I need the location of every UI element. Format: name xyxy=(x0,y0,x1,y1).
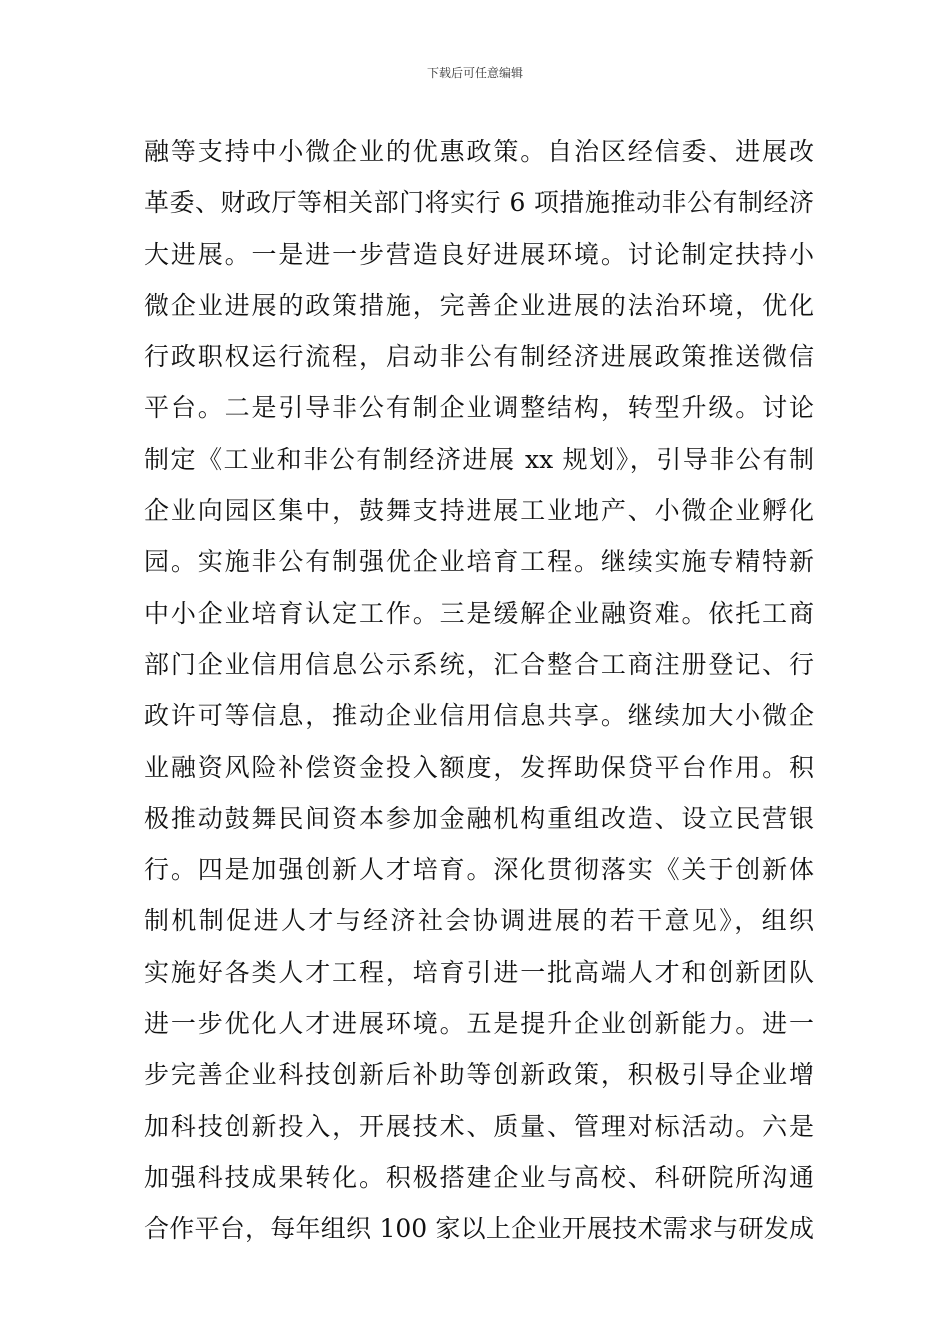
text-line: 行政职权运行流程，启动非公有制经济进展政策推送微信 xyxy=(144,342,814,372)
text-line: 极推动鼓舞民间资本参加金融机构重组改造、设立民营银 xyxy=(144,803,814,833)
text-line: 业融资风险补偿资金投入额度，发挥助保贷平台作用。积 xyxy=(144,752,814,782)
text-line: 部门企业信用信息公示系统，汇合整合工商注册登记、行 xyxy=(144,649,814,679)
text-line: 加强科技成果转化。积极搭建企业与高校、科研院所沟通 xyxy=(144,1162,814,1192)
document-body xyxy=(144,126,814,1255)
text-line: 融等支持中小微企业的优惠政策。自治区经信委、进展改 xyxy=(144,137,814,166)
text-line: 企业向园区集中，鼓舞支持进展工业地产、小微企业孵化 xyxy=(144,496,814,526)
text-line: 制机制促进人才与经济社会协调进展的若干意见》，组织 xyxy=(144,906,814,936)
text-line: 行。四是加强创新人才培育。深化贯彻落实《关于创新体 xyxy=(144,855,814,885)
text-line: 步完善企业科技创新后补助等创新政策，积极引导企业增 xyxy=(144,1060,814,1090)
text-line: 中小企业培育认定工作。三是缓解企业融资难。依托工商 xyxy=(144,598,814,628)
text-line: 微企业进展的政策措施，完善企业进展的法治环境，优化 xyxy=(144,290,814,320)
text-line: 实施好各类人才工程，培育引进一批高端人才和创新团队 xyxy=(144,957,814,987)
page-header-note: 下载后可任意编辑 xyxy=(426,66,523,80)
text-line: 制定《工业和非公有制经济进展 xx 规划》，引导非公有制 xyxy=(144,444,814,474)
text-line: 革委、财政厅等相关部门将实行 6 项措施推动非公有制经济 xyxy=(144,188,814,218)
text-line: 合作平台，每年组织 100 家以上企业开展技术需求与研发成 xyxy=(144,1214,814,1244)
text-line: 加科技创新投入，开展技术、质量、管理对标活动。六是 xyxy=(144,1111,814,1141)
text-line: 政许可等信息，推动企业信用信息共享。继续加大小微企 xyxy=(144,701,814,731)
text-line: 大进展。一是进一步营造良好进展环境。讨论制定扶持小 xyxy=(144,239,814,269)
text-line: 平台。二是引导非公有制企业调整结构，转型升级。讨论 xyxy=(144,393,814,423)
text-line: 园。实施非公有制强优企业培育工程。继续实施专精特新 xyxy=(144,547,814,577)
text-line: 进一步优化人才进展环境。五是提升企业创新能力。进一 xyxy=(144,1009,814,1039)
